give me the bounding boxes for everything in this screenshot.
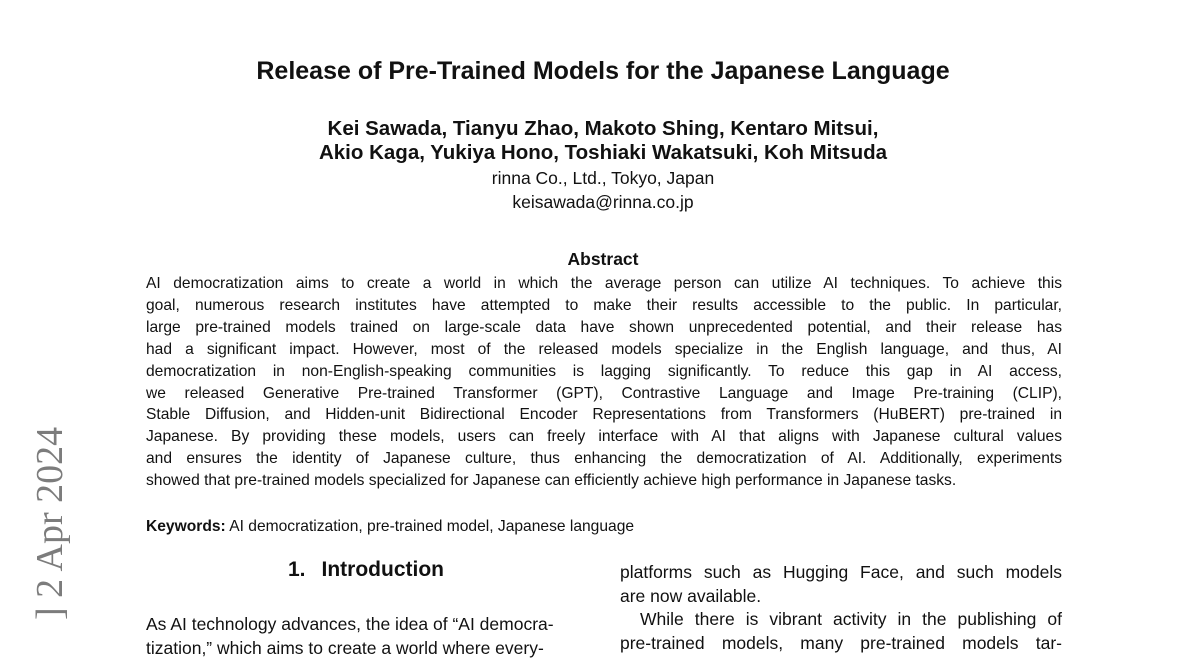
author-line: Akio Kaga, Yukiya Hono, Toshiaki Wakatsuki, Koh Mitsuda bbox=[0, 141, 1200, 165]
body-line: While there is vibrant activity in the publishing of bbox=[620, 608, 1062, 632]
abstract-body bbox=[146, 273, 1062, 492]
abstract-line: Japanese. By providing these models, users can freely interface with AI that aligns with Japanese cultural values bbox=[146, 426, 1062, 448]
author-list bbox=[0, 117, 1200, 165]
abstract-line: democratization in non-English-speaking communities is lagging significantly. To reduce this gap in AI access, bbox=[146, 361, 1062, 383]
affiliation: rinna Co., Ltd., Tokyo, Japan bbox=[0, 167, 1200, 189]
author-email[interactable]: keisawada@rinna.co.jp bbox=[0, 191, 1200, 213]
abstract-line: goal, numerous research institutes have attempted to make their results accessible to the public. In particular, bbox=[146, 295, 1062, 317]
author-line: Kei Sawada, Tianyu Zhao, Makoto Shing, Kentaro Mitsui, bbox=[0, 117, 1200, 141]
body-line: pre-trained models, many pre-trained models tar- bbox=[620, 632, 1062, 656]
keywords-text: AI democratization, pre-trained model, Japanese language bbox=[229, 518, 634, 535]
abstract-line: large pre-trained models trained on large-scale data have shown unprecedented potential, and their release has bbox=[146, 317, 1062, 339]
abstract-line: AI democratization aims to create a world in which the average person can utilize AI techniques. To achieve this bbox=[146, 273, 1062, 295]
section-heading-introduction bbox=[146, 556, 586, 584]
right-column-text bbox=[620, 561, 1062, 655]
body-line: are now available. bbox=[620, 585, 1062, 609]
keywords-label: Keywords: bbox=[146, 518, 226, 535]
abstract-line: and ensures the identity of Japanese culture, thus enhancing the democratization of AI. Additionally, experiments bbox=[146, 448, 1062, 470]
paper-title: Release of Pre-Trained Models for the Japanese Language bbox=[0, 56, 1200, 86]
abstract-heading: Abstract bbox=[0, 248, 1200, 270]
body-line: As AI technology advances, the idea of “AI democra- bbox=[146, 613, 588, 637]
abstract-line: showed that pre-trained models specialized for Japanese can efficiently achieve high performance in Japanese tasks. bbox=[146, 470, 1062, 492]
left-column-text bbox=[146, 613, 588, 660]
section-number: 1. bbox=[288, 558, 306, 581]
arxiv-stamp: ] 2 Apr 2024 bbox=[30, 427, 70, 620]
abstract-line: we released Generative Pre-trained Transformer (GPT), Contrastive Language and Image Pre-training (CLIP), bbox=[146, 383, 1062, 405]
section-title: Introduction bbox=[322, 558, 444, 581]
abstract-line: had a significant impact. However, most of the released models specialize in the English language, and thus, AI bbox=[146, 339, 1062, 361]
abstract-line: Stable Diffusion, and Hidden-unit Bidirectional Encoder Representations from Transformers (HuBERT) pre-trained in bbox=[146, 404, 1062, 426]
body-line: platforms such as Hugging Face, and such models bbox=[620, 561, 1062, 585]
keywords bbox=[146, 516, 634, 537]
body-line: tization,” which aims to create a world where every- bbox=[146, 637, 588, 660]
